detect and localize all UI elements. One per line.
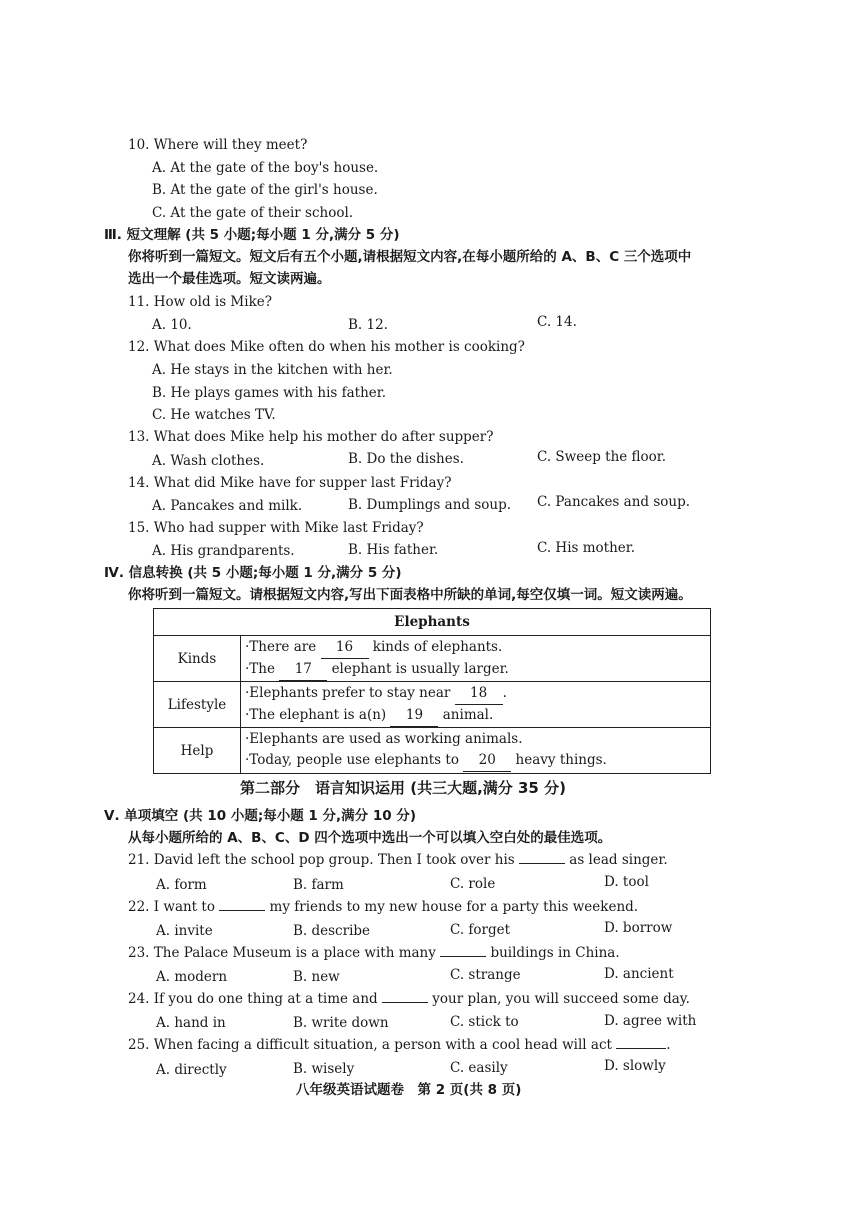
question-12-option-a: A. He stays in the kitchen with her. xyxy=(152,362,393,378)
question-21-option-d: D. tool xyxy=(604,874,649,890)
blank-19[interactable]: 19 xyxy=(390,705,438,727)
question-14-option-b: B. Dumplings and soup. xyxy=(348,497,512,513)
question-23-option-d: D. ancient xyxy=(604,966,674,982)
row-label-kinds: Kinds xyxy=(154,636,241,682)
elephants-info-table xyxy=(153,608,711,774)
question-11-stem: 11. How old is Mike? xyxy=(128,294,272,310)
table-row xyxy=(154,728,711,774)
section-3-title: Ⅲ. 短文理解 (共 5 小题;每小题 1 分,满分 5 分) xyxy=(104,227,400,243)
question-24-option-b: B. write down xyxy=(293,1015,389,1031)
blank-16[interactable]: 16 xyxy=(321,637,369,659)
question-13-option-c: C. Sweep the floor. xyxy=(537,449,667,465)
blank-21[interactable] xyxy=(519,863,565,864)
question-21-stem: 21. David left the school pop group. Then I took over his as lead singer. xyxy=(128,852,668,868)
table-row xyxy=(154,636,711,682)
blank-18[interactable]: 18 xyxy=(455,683,503,705)
section-4-instruction: 你将听到一篇短文。请根据短文内容,写出下面表格中所缺的单词,每空仅填一词。短文读两遍。 xyxy=(128,587,692,603)
question-13-stem: 13. What does Mike help his mother do after supper? xyxy=(128,429,494,445)
row-label-help: Help xyxy=(154,728,241,774)
section-5-instruction: 从每小题所给的 A、B、C、D 四个选项中选出一个可以填入空白处的最佳选项。 xyxy=(128,830,612,846)
blank-22[interactable] xyxy=(219,910,265,911)
blank-23[interactable] xyxy=(440,956,486,957)
question-22-stem: 22. I want to my friends to my new house for a party this weekend. xyxy=(128,899,639,915)
question-15-stem: 15. Who had supper with Mike last Friday? xyxy=(128,520,424,536)
question-21-option-a: A. form xyxy=(156,877,207,893)
question-23-option-c: C. strange xyxy=(450,967,521,983)
question-10-stem: 10. Where will they meet? xyxy=(128,137,308,153)
question-12-stem: 12. What does Mike often do when his mother is cooking? xyxy=(128,339,525,355)
row-content-kinds: ·There are 16 kinds of elephants. ·The 17 elephant is usually larger. xyxy=(241,636,711,682)
table-heading: Elephants xyxy=(154,609,711,636)
question-11-option-b: B. 12. xyxy=(348,317,388,333)
question-11-option-a: A. 10. xyxy=(152,317,192,333)
question-15-option-b: B. His father. xyxy=(348,542,439,558)
section-5-title: Ⅴ. 单项填空 (共 10 小题;每小题 1 分,满分 10 分) xyxy=(104,808,417,824)
row-label-lifestyle: Lifestyle xyxy=(154,682,241,728)
question-10-option-a: A. At the gate of the boy's house. xyxy=(152,160,379,176)
question-22-option-b: B. describe xyxy=(293,923,371,939)
question-25-option-c: C. easily xyxy=(450,1060,508,1076)
question-14-stem: 14. What did Mike have for supper last Friday? xyxy=(128,475,452,491)
question-22-option-c: C. forget xyxy=(450,922,511,938)
question-24-option-c: C. stick to xyxy=(450,1014,519,1030)
section-3-instruction-1: 你将听到一篇短文。短文后有五个小题,请根据短文内容,在每小题所给的 A、B、C 三个选项中 xyxy=(128,249,692,265)
blank-24[interactable] xyxy=(382,1002,428,1003)
question-12-option-c: C. He watches TV. xyxy=(152,407,276,423)
part-2-heading: 第二部分 语言知识运用 (共三大题,满分 35 分) xyxy=(240,779,566,797)
question-14-option-a: A. Pancakes and milk. xyxy=(152,498,303,514)
blank-20[interactable]: 20 xyxy=(463,750,511,772)
question-13-option-a: A. Wash clothes. xyxy=(152,453,265,469)
question-21-option-b: B. farm xyxy=(293,877,344,893)
question-15-option-c: C. His mother. xyxy=(537,540,636,556)
blank-25[interactable] xyxy=(616,1048,666,1049)
row-content-help: ·Elephants are used as working animals. ·Today, people use elephants to 20 heavy things. xyxy=(241,728,711,774)
question-23-stem: 23. The Palace Museum is a place with many buildings in China. xyxy=(128,945,620,961)
question-24-option-a: A. hand in xyxy=(156,1015,226,1031)
section-3-instruction-2: 选出一个最佳选项。短文读两遍。 xyxy=(128,271,331,287)
question-21-option-c: C. role xyxy=(450,876,496,892)
question-10-option-c: C. At the gate of their school. xyxy=(152,205,354,221)
question-14-option-c: C. Pancakes and soup. xyxy=(537,494,691,510)
section-4-title: Ⅳ. 信息转换 (共 5 小题;每小题 1 分,满分 5 分) xyxy=(104,565,402,581)
question-15-option-a: A. His grandparents. xyxy=(152,543,295,559)
row-content-lifestyle: ·Elephants prefer to stay near 18 . ·The elephant is a(n) 19 animal. xyxy=(241,682,711,728)
question-11-option-c: C. 14. xyxy=(537,314,577,330)
question-25-option-a: A. directly xyxy=(156,1062,227,1078)
blank-17[interactable]: 17 xyxy=(279,659,327,681)
question-25-stem: 25. When facing a difficult situation, a person with a cool head will act . xyxy=(128,1037,671,1053)
question-13-option-b: B. Do the dishes. xyxy=(348,451,464,467)
question-22-option-a: A. invite xyxy=(156,923,213,939)
question-23-option-b: B. new xyxy=(293,969,340,985)
question-25-option-b: B. wisely xyxy=(293,1061,355,1077)
question-10-option-b: B. At the gate of the girl's house. xyxy=(152,182,378,198)
question-25-option-d: D. slowly xyxy=(604,1058,666,1074)
table-row xyxy=(154,682,711,728)
question-22-option-d: D. borrow xyxy=(604,920,673,936)
question-23-option-a: A. modern xyxy=(156,969,228,985)
question-12-option-b: B. He plays games with his father. xyxy=(152,385,387,401)
question-24-stem: 24. If you do one thing at a time and your plan, you will succeed some day. xyxy=(128,991,690,1007)
question-24-option-d: D. agree with xyxy=(604,1013,697,1029)
page-footer: 八年级英语试题卷 第 2 页(共 8 页) xyxy=(296,1082,522,1098)
